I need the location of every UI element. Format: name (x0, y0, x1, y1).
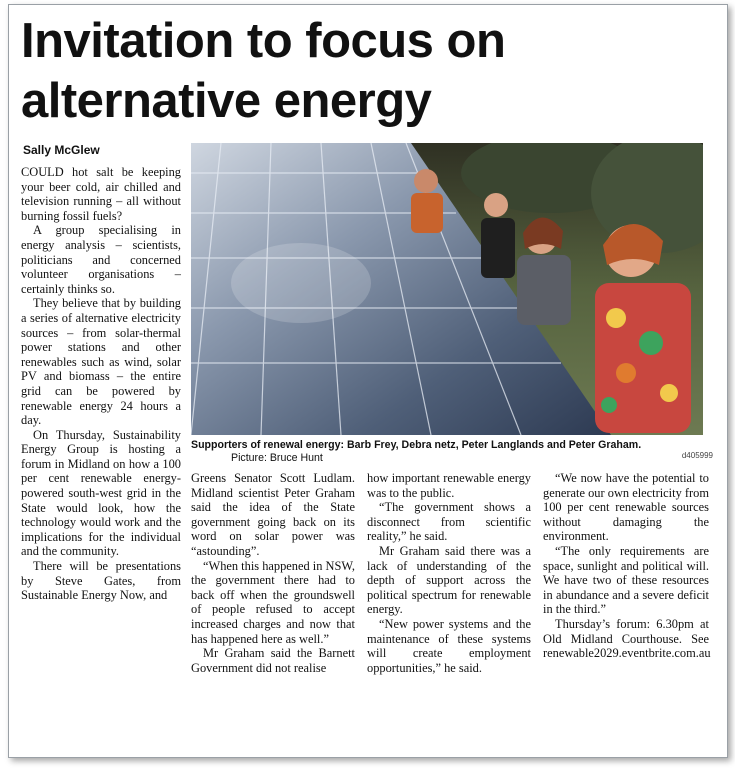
paragraph: A group specialising in energy analysis – scientists, politicians and concerned volunteer organisations – certainly thinks so. (21, 223, 181, 296)
paragraph: COULD hot salt be keeping your beer cold, air chilled and television running – all without burning fossil fuels? (21, 165, 181, 223)
paragraph: Mr Graham said the Barnett Government did not realise (191, 646, 355, 675)
paragraph: “The only requirements are space, sunlight and political will. We have two of these resources in abundance and a severe deficit in the third.” (543, 543, 709, 617)
paragraph: On Thursday, Sustainability Energy Group is hosting a forum in Midland on how a 100 per cent renewable energy-powered south-west grid in the State would look, how the technology would work and the implications for the individual and the community. (21, 427, 181, 559)
solar-panel-photo (191, 143, 703, 435)
paragraph: They believe that by building a series of alternative electricity sources – from solar-thermal power stations and other renewables such as wind, solar PV and biomass – the entire grid can be powered by renewable energy 24 hours a day. (21, 296, 181, 428)
paragraph: Greens Senator Scott Ludlam. Midland scientist Peter Graham said the idea of the State government going back on its word on solar power was “astounding”. (191, 471, 355, 558)
paragraph: how important renewable energy was to the public. (367, 471, 531, 500)
caption-text: Supporters of renewal energy: Barb Frey, Debra netz, Peter Langlands and Peter Graham. (191, 439, 642, 451)
article-column-4 (543, 471, 709, 661)
newspaper-clipping (8, 4, 728, 758)
paragraph: Thursday’s forum: 6.30pm at Old Midland Courthouse. See renewable2029.eventbrite.com.au (543, 616, 711, 661)
article-column-3 (367, 471, 531, 675)
headline: Invitation to focus on alternative energy (21, 14, 506, 128)
photo-caption (191, 439, 703, 465)
paragraph: “We now have the potential to generate our own electricity from 100 per cent renewable sources without damaging the environment. (543, 471, 709, 544)
paragraph: “When this happened in NSW, the government there had to back off when the groundswell of people refused to accept increased charges and now that has happened here as well.” (191, 558, 355, 646)
paragraph: “The government shows a disconnect from scientific reality,” he said. (367, 500, 531, 544)
photo-credit: Picture: Bruce Hunt (231, 452, 323, 464)
paragraph: Mr Graham said there was a lack of understanding of the depth of support across the political spectrum for renewable energy. (367, 543, 531, 617)
article-photo (191, 143, 703, 435)
article-column-2 (191, 471, 355, 675)
paragraph: There will be presentations by Steve Gates, from Sustainable Energy Now, and (21, 559, 181, 603)
byline: Sally McGlew (23, 143, 100, 157)
photo-id: d405999 (681, 451, 713, 460)
article-column-1 (21, 165, 181, 603)
paragraph: “New power systems and the maintenance of these systems will create employment opportunities,” he said. (367, 616, 531, 675)
